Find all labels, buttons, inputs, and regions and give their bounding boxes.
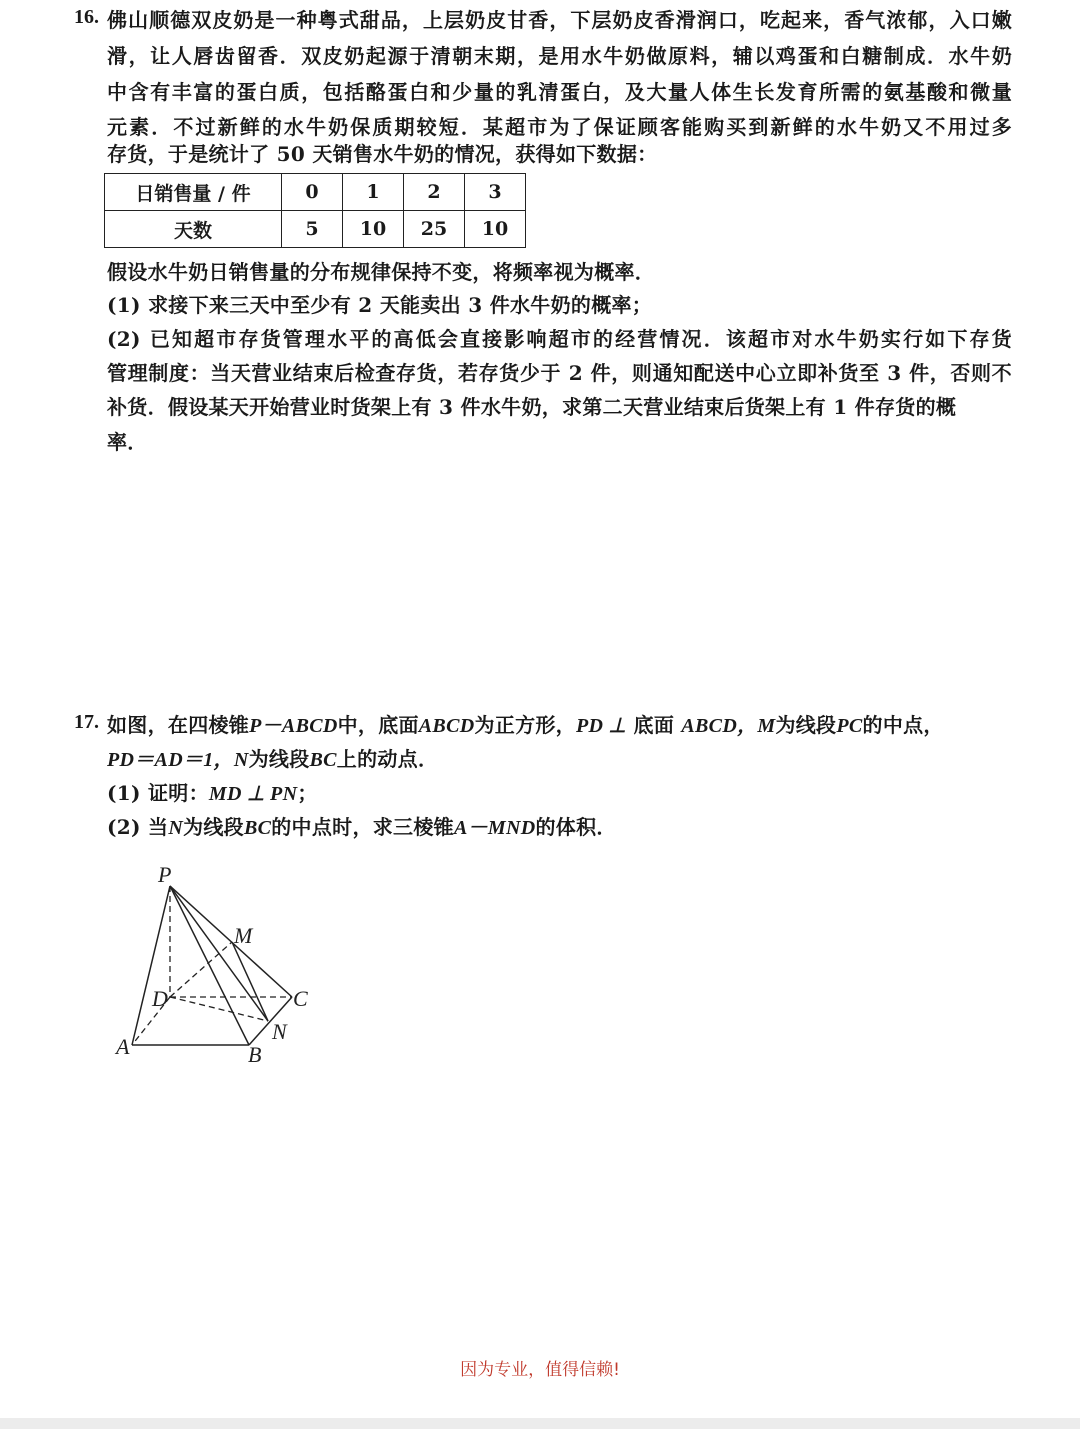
label-C: C xyxy=(293,986,308,1011)
table-cell: 25 xyxy=(404,211,465,248)
label-M: M xyxy=(234,923,253,948)
label-N: N xyxy=(272,1019,287,1044)
edge-PB xyxy=(170,886,249,1045)
table-header-cell: 天数 xyxy=(105,211,282,248)
q17-text: 如图，在四棱锥 xyxy=(107,713,250,737)
q17-text: (1) 证明： xyxy=(107,781,209,805)
edge-MN xyxy=(232,942,268,1021)
q17-text: 的中点， xyxy=(862,713,944,737)
table-row xyxy=(105,211,526,248)
q17-text: 底面 xyxy=(626,713,682,737)
table-cell: 5 xyxy=(282,211,343,248)
q17-text: 为线段 xyxy=(183,815,244,839)
table-cell: 3 xyxy=(465,174,526,211)
table-cell: 2 xyxy=(404,174,465,211)
q17-math: BC xyxy=(243,817,272,839)
q17-math: A－MND xyxy=(453,817,536,839)
q17-text: ； xyxy=(297,781,318,805)
q16-assumption: 假设水牛奶日销售量的分布规律保持不变，将频率视为概率． xyxy=(107,260,656,284)
question-16-number: 16. xyxy=(74,6,99,28)
q16-paragraph-line: 滑，让人唇齿留香．双皮奶起源于清朝末期，是用水牛奶做原料，辅以鸡蛋和白糖制成．水牛奶 xyxy=(107,44,1012,68)
q17-math: BC xyxy=(309,749,337,771)
q16-paragraph-line: 中含有丰富的蛋白质，包括酪蛋白和少量的乳清蛋白，及大量人体生长发育所需的氨基酸和微量 xyxy=(107,80,1012,104)
q17-part-1 xyxy=(107,779,318,808)
label-P: P xyxy=(158,862,172,887)
q16-part-2-line: (2) 已知超市存货管理水平的高低会直接影响超市的经营情况．该超市对水牛奶实行如下存货 xyxy=(107,327,1012,351)
q17-text: 中，底面 xyxy=(337,713,419,737)
label-A: A xyxy=(116,1034,130,1059)
table-cell: 10 xyxy=(465,211,526,248)
q17-math: P－ABCD xyxy=(249,715,338,737)
q16-paragraph-line: 元素．不过新鲜的水牛奶保质期较短．某超市为了保证顾客能购买到新鲜的水牛奶又不用过多 xyxy=(107,115,1012,139)
q17-part-2 xyxy=(107,813,617,842)
q17-statement-line-2 xyxy=(107,745,438,774)
q17-text: 为正方形， xyxy=(474,713,576,737)
q17-math: PC xyxy=(836,715,863,737)
footer-slogan: 因为专业，值得信赖! xyxy=(460,1360,620,1380)
sales-table xyxy=(104,173,526,248)
q17-text: 的体积． xyxy=(535,815,617,839)
q17-math: ABCD，M xyxy=(681,715,776,737)
label-D: D xyxy=(152,986,168,1011)
table-cell: 0 xyxy=(282,174,343,211)
edge-DM xyxy=(170,942,232,997)
q16-paragraph-line: 存货，于是统计了 50 天销售水牛奶的情况，获得如下数据： xyxy=(107,142,658,166)
pyramid-figure xyxy=(100,862,330,1072)
q17-math: N xyxy=(168,817,184,839)
q16-part-2-line: 补货．假设某天开始营业时货架上有 3 件水牛奶，求第二天营业结束后货架上有 1 件存货的概 xyxy=(107,395,957,419)
table-cell: 10 xyxy=(343,211,404,248)
q17-statement-line-1 xyxy=(107,711,944,740)
table-header-cell: 日销售量 / 件 xyxy=(105,174,282,211)
table-row xyxy=(105,174,526,211)
q17-math: ABCD xyxy=(418,715,475,737)
q17-text: 为线段 xyxy=(248,747,310,771)
q17-math: PD＝AD＝1，N xyxy=(107,749,249,771)
question-17-number: 17. xyxy=(74,711,99,733)
q16-part-2-line: 管理制度：当天营业结束后检查存货，若存货少于 2 件，则通知配送中心立即补货至 3 件，否则不 xyxy=(107,361,1012,385)
q16-part-2-line: 率． xyxy=(107,430,148,454)
table-cell: 1 xyxy=(343,174,404,211)
q17-text: (2) 当 xyxy=(107,815,169,839)
label-B: B xyxy=(248,1042,262,1067)
q17-math: PD ⊥ xyxy=(575,715,627,737)
q17-text: 为线段 xyxy=(775,713,837,737)
q17-text: 上的动点． xyxy=(336,747,439,771)
q17-math: MD ⊥ PN xyxy=(208,783,298,805)
bottom-margin-bar xyxy=(0,1418,1080,1429)
q16-paragraph-line: 佛山顺德双皮奶是一种粤式甜品，上层奶皮甘香，下层奶皮香滑润口，吃起来，香气浓郁，入口嫩 xyxy=(107,8,1012,32)
q17-text: 的中点时，求三棱锥 xyxy=(271,815,454,839)
q16-part-1: (1) 求接下来三天中至少有 2 天能卖出 3 件水牛奶的概率； xyxy=(107,293,653,317)
